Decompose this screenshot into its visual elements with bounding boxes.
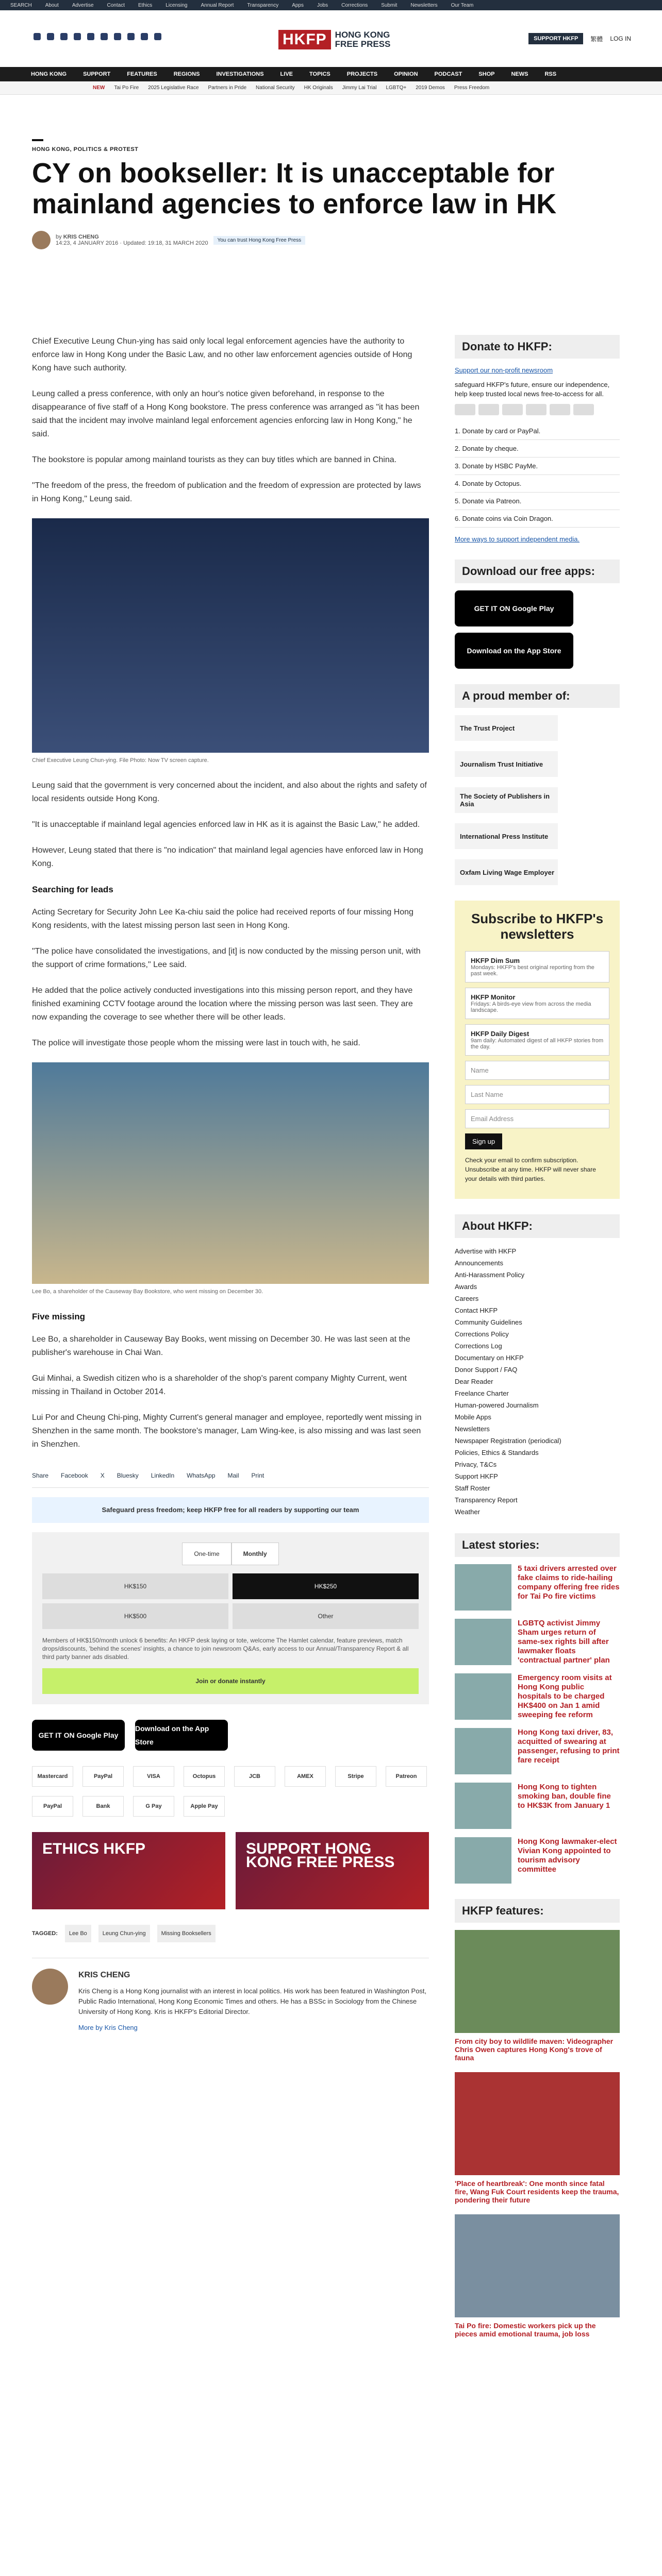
nav-investigations[interactable]: INVESTIGATIONS <box>216 71 264 77</box>
section-heading: Searching for leads <box>32 885 113 894</box>
patreon-icon: Patreon <box>386 1766 427 1787</box>
subnav-item[interactable]: Partners in Pride <box>208 85 247 91</box>
card-icon <box>478 404 499 415</box>
subnav-item[interactable]: 2025 Legislative Race <box>148 85 199 91</box>
promo-banners <box>32 1832 429 1909</box>
member-heading: A proud member of: <box>455 684 620 708</box>
about-item[interactable]: Mobile Apps <box>455 1413 491 1421</box>
about-item[interactable]: Dear Reader <box>455 1378 493 1385</box>
topbar-search[interactable]: SEARCH <box>10 2 32 8</box>
paragraph: "The freedom of the press, the freedom of publication and the freedom of expression are protected by laws in Hong Kong," Leung said. <box>32 481 421 503</box>
paragraph: The bookstore is popular among mainland tourists as they can buy titles which are banned in China. <box>32 455 397 464</box>
updated-date: Updated: 19:18, 31 MARCH 2020 <box>123 240 208 246</box>
stripe-icon: Stripe <box>335 1766 376 1787</box>
donate-ways-list <box>455 422 620 528</box>
payment-methods <box>32 1766 429 1817</box>
apple-pay-icon: Apple Pay <box>184 1796 225 1817</box>
about-item[interactable]: Documentary on HKFP <box>455 1354 524 1362</box>
subnav-item[interactable]: HK Originals <box>304 85 333 91</box>
share-label: Share <box>32 1472 49 1479</box>
nav-news[interactable]: NEWS <box>511 71 528 77</box>
donate-heading: Donate to HKFP: <box>455 335 620 359</box>
topbar-newsletters[interactable]: Newsletters <box>410 2 438 8</box>
site-header <box>0 10 662 67</box>
feature-title[interactable]: Tai Po fire: Domestic workers pick up the pieces amid emotional trauma, job loss <box>455 2321 596 2338</box>
subnav-item[interactable]: Press Freedom <box>454 85 490 91</box>
more-ways-link[interactable]: More ways to support independent media. <box>455 535 580 543</box>
donate-way-item[interactable]: 1. Donate by card or PayPal. <box>455 422 620 440</box>
nav-features[interactable]: FEATURES <box>127 71 157 77</box>
email-field[interactable]: Email Address <box>465 1109 609 1128</box>
facebook-icon[interactable] <box>34 33 41 40</box>
about-item[interactable]: Careers <box>455 1295 479 1302</box>
nav-topics[interactable]: TOPICS <box>309 71 330 77</box>
topbar-apps[interactable]: Apps <box>292 2 304 8</box>
sidebar <box>455 335 620 2348</box>
paragraph: Leung said that the government is very concerned about the incident, and also about the rights and safety of local residents outside Hong Kong. <box>32 781 427 803</box>
telegram-icon[interactable] <box>114 33 121 40</box>
about-item[interactable]: Newspaper Registration (periodical) <box>455 1437 561 1445</box>
topbar-licensing[interactable]: Licensing <box>166 2 188 8</box>
tag-item[interactable]: Missing Booksellers <box>157 1925 216 1942</box>
feature-title[interactable]: 'Place of heartbreak': One month since fatal fire, Wang Fuk Court residents keep the trauma, pondering their future <box>455 2179 619 2204</box>
story-title[interactable]: Hong Kong lawmaker-elect Vivian Kong appointed to tourism advisory committee <box>518 1837 617 1874</box>
amount-option-other[interactable]: Other <box>233 1603 419 1629</box>
tag-item[interactable]: Lee Bo <box>65 1925 91 1942</box>
latest-story[interactable] <box>455 1619 620 1665</box>
donate-way-item[interactable]: 4. Donate by Octopus. <box>455 475 620 493</box>
newsletter-option[interactable]: HKFP Monitor Fridays: A birds-eye view from across the media landscape. <box>465 988 609 1019</box>
subnav-new-label: NEW <box>93 85 105 91</box>
latest-story[interactable] <box>455 1673 620 1720</box>
topbar-jobs[interactable]: Jobs <box>317 2 328 8</box>
section-heading: Five missing <box>32 1312 85 1321</box>
topbar-corrections[interactable]: Corrections <box>341 2 368 8</box>
newsletter-signup <box>455 901 620 1199</box>
share-bluesky[interactable]: Bluesky <box>117 1472 139 1479</box>
google-play-badge[interactable]: GET IT ON Google Play <box>455 590 573 626</box>
latest-story[interactable] <box>455 1837 620 1884</box>
topbar-contact[interactable]: Contact <box>107 2 125 8</box>
social-icons <box>34 33 161 40</box>
latest-stories-heading: Latest stories: <box>455 1533 620 1557</box>
about-item[interactable]: Freelance Charter <box>455 1389 509 1397</box>
card-icon <box>526 404 547 415</box>
amount-options <box>42 1573 419 1629</box>
nav-regions[interactable]: REGIONS <box>173 71 200 77</box>
story-thumbnail <box>455 1673 511 1720</box>
trust-note[interactable]: You can trust Hong Kong Free Press <box>213 236 306 245</box>
about-item[interactable]: Corrections Log <box>455 1342 502 1350</box>
whatsapp-icon[interactable] <box>127 33 135 40</box>
share-linkedin[interactable]: LinkedIn <box>151 1472 175 1479</box>
app-store-badge[interactable]: Download on the App Store <box>135 1720 228 1751</box>
newsletter-note: Check your email to confirm subscription. Unsubscribe at any time. HKFP will never share your details with third parties. <box>465 1157 596 1182</box>
last-name-field[interactable]: Last Name <box>465 1085 609 1104</box>
name-field[interactable]: Name <box>465 1061 609 1080</box>
top-utility-bar <box>0 0 662 10</box>
sidebar-app-badges <box>455 590 620 669</box>
newsletter-option[interactable]: HKFP Dim Sum Mondays: HKFP's best original reporting from the past week. <box>465 951 609 982</box>
feature-image <box>455 2214 620 2317</box>
feature-title[interactable]: From city boy to wildlife maven: Videographer Chris Owen captures Hong Kong's trove of fauna <box>455 2037 614 2062</box>
about-item[interactable]: Human-powered Journalism <box>455 1401 539 1409</box>
paragraph: Chief Executive Leung Chun-ying has said only local legal enforcement agencies have the authority to enforce law in Hong Kong under the Basic Law, and no other law enforcement agencies outside of Hong Kong have such authority. <box>32 337 412 372</box>
about-item[interactable]: Policies, Ethics & Standards <box>455 1449 539 1456</box>
nav-support[interactable]: SUPPORT <box>83 71 111 77</box>
story-title[interactable]: 5 taxi drivers arrested over fake claims to ride-hailing company offering free rides for Tai Po fire victims <box>518 1564 620 1601</box>
donate-way-item[interactable]: 6. Donate coins via Coin Dragon. <box>455 510 620 528</box>
join-donate-button[interactable]: Join or donate instantly <box>42 1668 419 1694</box>
main-nav <box>0 67 662 81</box>
visa-icon: VISA <box>133 1766 174 1787</box>
newsletter-option[interactable]: HKFP Daily Digest 9am daily: Automated digest of all HKFP stories from the day. <box>465 1024 609 1056</box>
about-item[interactable]: Transparency Report <box>455 1496 518 1504</box>
topbar-our-team[interactable]: Our Team <box>451 2 474 8</box>
donate-text: safeguard HKFP's future, ensure our independence, help keep trusted local news free-to-access for all. <box>455 381 610 398</box>
article-category[interactable]: HONG KONG, POLITICS & PROTEST <box>32 139 43 152</box>
about-item[interactable]: Privacy, T&Cs <box>455 1461 497 1468</box>
app-store-badge[interactable]: Download on the App Store <box>455 633 573 669</box>
topbar-annual-report[interactable]: Annual Report <box>201 2 234 8</box>
amount-option[interactable]: HK$150 <box>42 1573 228 1599</box>
topbar-submit[interactable]: Submit <box>381 2 398 8</box>
app-badges <box>32 1720 429 1751</box>
octopus-icon: Octopus <box>184 1766 225 1787</box>
language-toggle[interactable]: 繁體 <box>590 35 603 43</box>
paragraph: "It is unacceptable if mainland legal agencies enforced law in HK as it is against the Basic Law," he added. <box>32 820 420 829</box>
tag-item[interactable]: Leung Chun-ying <box>98 1925 150 1942</box>
feature-item[interactable] <box>455 2072 620 2204</box>
donate-way-item[interactable]: 3. Donate by HSBC PayMe. <box>455 457 620 475</box>
article-title: CY on bookseller: It is unacceptable for mainland agencies to enforce law in HK <box>32 158 557 219</box>
rss-icon[interactable] <box>154 33 161 40</box>
image-caption: Chief Executive Leung Chun-ying. File Photo: Now TV screen capture. <box>32 757 209 764</box>
feature-item[interactable] <box>455 1930 620 2062</box>
member-logos <box>455 715 620 885</box>
support-strip[interactable]: Safeguard press freedom; keep HKFP free for all readers by supporting our team <box>32 1497 429 1523</box>
story-thumbnail <box>455 1619 511 1665</box>
card-icon <box>502 404 523 415</box>
trending-subnav <box>0 81 662 95</box>
features-heading: HKFP features: <box>455 1899 620 1923</box>
about-item[interactable]: Advertise with HKFP <box>455 1247 517 1255</box>
leung-photo <box>32 518 429 753</box>
oxfam-logo[interactable]: Oxfam Living Wage Employer <box>455 859 558 885</box>
subnav-item[interactable]: LGBTQ+ <box>386 85 407 91</box>
paragraph: Lui Por and Cheung Chi-ping, Mighty Current's general manager and employee, reportedly went missing in Shenzhen in the same month. The bookstore's manager, Lam Wing-kee, is also missing and was last seen in Shenzhen. <box>32 1413 422 1449</box>
about-item[interactable]: Announcements <box>455 1259 503 1267</box>
nav-rss[interactable]: RSS <box>544 71 557 77</box>
subnav-item[interactable]: Jimmy Lai Trial <box>342 85 377 91</box>
ipi-logo[interactable]: International Press Institute <box>455 823 558 849</box>
paragraph: Leung called a press conference, with only an hour's notice given beforehand, in response to the disappearance of five staff of a Hong Kong bookstore. The press conference was arranged as "it has been said that the incident may involve mainland legal enforcement agencies enforcing law in Hong Kong," he said. <box>32 389 420 438</box>
share-bar <box>32 1464 429 1488</box>
card-icon <box>573 404 594 415</box>
nav-shop[interactable]: SHOP <box>478 71 495 77</box>
share-x[interactable]: X <box>100 1472 105 1479</box>
paragraph: However, Leung stated that there is "no indication" that mainland legal agencies have enforced law in Hong Kong. <box>32 846 423 868</box>
mastercard-icon: Mastercard <box>32 1766 73 1787</box>
about-item[interactable]: Donor Support / FAQ <box>455 1366 518 1374</box>
author-box-avatar <box>32 1969 68 2005</box>
topbar-transparency[interactable]: Transparency <box>247 2 279 8</box>
subnav-item[interactable]: Tai Po Fire <box>114 85 139 91</box>
paypal-icon: PayPal <box>32 1796 73 1817</box>
linkedin-icon[interactable] <box>101 33 108 40</box>
amount-option-selected[interactable]: HK$250 <box>233 1573 419 1599</box>
about-item[interactable]: Awards <box>455 1283 477 1291</box>
about-heading: About HKFP: <box>455 1214 620 1238</box>
nav-live[interactable]: LIVE <box>280 71 293 77</box>
share-print[interactable]: Print <box>251 1472 264 1479</box>
sidebar-payment-icons <box>455 404 620 415</box>
jti-logo[interactable]: Journalism Trust Initiative <box>455 751 558 777</box>
author-bio: Kris Cheng is a Hong Kong journalist with an interest in local politics. His work has been featured in Washington Post, Public Radio International, Hong Kong Economic Times and others. He has a BSSc in Sociology from the Chinese University of Hong Kong. Kris is HKFP's Editorial Director. <box>78 1987 427 2015</box>
signup-button[interactable]: Sign up <box>465 1133 502 1149</box>
feature-image <box>455 1930 620 2033</box>
topbar-about[interactable]: About <box>45 2 59 8</box>
about-item[interactable]: Community Guidelines <box>455 1318 522 1326</box>
amex-icon: AMEX <box>285 1766 326 1787</box>
article-body <box>32 335 429 2035</box>
paragraph: Acting Secretary for Security John Lee Ka-chiu said the police had received reports of four missing Hong Kong residents, with the latest missing person last seen in Hong Kong. <box>32 908 413 930</box>
bluesky-icon[interactable] <box>141 33 148 40</box>
paragraph: The police will investigate those people whom the missing were last in touch with, he said. <box>32 1039 360 1047</box>
nav-hong-kong[interactable]: HONG KONG <box>31 71 67 77</box>
support-promo[interactable]: SUPPORT HONG KONG FREE PRESS <box>236 1832 429 1909</box>
login-link[interactable]: LOG IN <box>610 35 631 42</box>
latest-stories <box>455 1564 620 1884</box>
topbar-advertise[interactable]: Advertise <box>72 2 94 8</box>
topbar-ethics[interactable]: Ethics <box>138 2 153 8</box>
about-item[interactable]: Corrections Policy <box>455 1330 509 1338</box>
about-item[interactable]: Anti-Harassment Policy <box>455 1271 525 1279</box>
latest-story[interactable] <box>455 1728 620 1774</box>
membership-note: Members of HK$150/month unlock 6 benefits: An HKFP desk laying or tote, welcome The Hamlet calendar, feature previews, match drops/discounts, 'behind the scenes' insights, a chance to join newsroom Q&As, early access to our Annual/Transparency Report & all third party banner ads disabled. <box>42 1637 409 1660</box>
newsletter-title: Subscribe to HKFP's newsletters <box>471 911 604 942</box>
logo-mark: HKFP <box>278 30 331 49</box>
support-newsroom-link[interactable]: Support our non-profit newsroom <box>455 366 553 374</box>
donate-way-item[interactable]: 2. Donate by cheque. <box>455 440 620 457</box>
story-title[interactable]: Emergency room visits at Hong Kong public hospitals to be charged HK$400 on Jan 1 amid sweeping fee reform <box>518 1673 612 1719</box>
feature-image <box>455 2072 620 2175</box>
instagram-icon[interactable] <box>60 33 68 40</box>
story-thumbnail <box>455 1564 511 1611</box>
paypal-icon: PayPal <box>82 1766 124 1787</box>
tag-list <box>32 1925 429 1942</box>
threads-icon[interactable] <box>74 33 81 40</box>
author-avatar <box>32 231 51 249</box>
image-caption: Lee Bo, a shareholder of the Causeway Bay Bookstore, who went missing on December 30. <box>32 1289 263 1295</box>
share-whatsapp[interactable]: WhatsApp <box>187 1472 216 1479</box>
feature-item[interactable] <box>455 2214 620 2338</box>
byline: by KRIS CHENG 14:23, 4 JANUARY 2016 · Updated: 19:18, 31 MARCH 2020 You can trust Hong Kong Free Press <box>32 231 631 249</box>
share-mail[interactable]: Mail <box>227 1472 239 1479</box>
publish-date: 14:23, 4 JANUARY 2016 <box>56 240 119 246</box>
latest-story[interactable] <box>455 1564 620 1611</box>
subnav-item[interactable]: 2019 Demos <box>416 85 445 91</box>
latest-story[interactable] <box>455 1783 620 1829</box>
about-item[interactable]: Staff Roster <box>455 1484 490 1492</box>
logo-text: HONG KONG FREE PRESS <box>335 30 391 49</box>
monthly-tab[interactable]: Monthly <box>231 1543 279 1565</box>
jcb-icon: JCB <box>234 1766 275 1787</box>
about-item[interactable]: Contact HKFP <box>455 1307 498 1314</box>
about-item[interactable]: Newsletters <box>455 1425 490 1433</box>
nav-projects[interactable]: PROJECTS <box>346 71 378 77</box>
story-title[interactable]: Hong Kong taxi driver, 83, acquitted of swearing at passenger, refusing to print fare receipt <box>518 1728 620 1765</box>
x-icon[interactable] <box>47 33 54 40</box>
more-by-author-link[interactable]: More by Kris Cheng <box>78 2024 138 2031</box>
bookstore-photo <box>32 1062 429 1284</box>
card-icon <box>550 404 570 415</box>
story-thumbnail <box>455 1728 511 1774</box>
trust-project-logo[interactable]: The Trust Project <box>455 715 558 741</box>
author-box <box>32 1958 429 2035</box>
support-hkfp-button[interactable]: SUPPORT HKFP <box>528 33 583 44</box>
subnav-item[interactable]: National Security <box>256 85 295 91</box>
google-pay-icon: G Pay <box>133 1796 174 1817</box>
nav-opinion[interactable]: OPINION <box>394 71 418 77</box>
download-apps-heading: Download our free apps: <box>455 560 620 583</box>
author-link[interactable]: KRIS CHENG <box>63 234 99 240</box>
about-list <box>455 1245 620 1518</box>
paragraph: "The police have consolidated the investigations, and [it] is now conducted by the missing person unit, with the support of crime formations," Lee said. <box>32 947 421 969</box>
youtube-icon[interactable] <box>87 33 94 40</box>
author-box-name[interactable]: KRIS CHENG <box>78 1971 130 1979</box>
donation-widget <box>32 1532 429 1704</box>
about-item[interactable]: Support HKFP <box>455 1472 498 1480</box>
about-item[interactable]: Weather <box>455 1508 480 1516</box>
share-facebook[interactable]: Facebook <box>61 1472 88 1479</box>
by-label: by <box>56 234 62 240</box>
frequency-toggle <box>42 1543 419 1565</box>
nav-podcast[interactable]: PODCAST <box>434 71 462 77</box>
sopa-logo[interactable]: The Society of Publishers in Asia <box>455 787 558 813</box>
ethics-promo[interactable]: ETHICS HKFP <box>32 1832 225 1909</box>
story-title[interactable]: Hong Kong to tighten smoking ban, double fine to HK$3K from January 1 <box>518 1783 611 1810</box>
article-header <box>32 139 631 249</box>
site-logo[interactable] <box>278 30 390 49</box>
story-title[interactable]: LGBTQ activist Jimmy Sham urges return of same-sex rights bill after lawmaker floats 'contractual partner' plan <box>518 1619 610 1665</box>
donate-way-item[interactable]: 5. Donate via Patreon. <box>455 493 620 510</box>
story-thumbnail <box>455 1783 511 1829</box>
amount-option[interactable]: HK$500 <box>42 1603 228 1629</box>
google-play-badge[interactable]: GET IT ON Google Play <box>32 1720 125 1751</box>
paragraph: Gui Minhai, a Swedish citizen who is a shareholder of the shop's parent company Mighty Current, went missing in Thailand in October 2014. <box>32 1374 407 1396</box>
one-time-tab[interactable]: One-time <box>182 1543 231 1565</box>
header-actions <box>528 33 631 44</box>
story-thumbnail <box>455 1837 511 1884</box>
bank-icon: Bank <box>82 1796 124 1817</box>
tags-label: TAGGED: <box>32 1930 58 1937</box>
paragraph: He added that the police actively conducted investigations into this missing person report, and they have finished examining CCTV footage around the location where the missing person was last seen. They are now expanding the coverage to see whether there will be other leads. <box>32 986 413 1022</box>
paragraph: Lee Bo, a shareholder in Causeway Bay Books, went missing on December 30. He was last seen at the publisher's warehouse in Chai Wan. <box>32 1335 410 1357</box>
card-icon <box>455 404 475 415</box>
